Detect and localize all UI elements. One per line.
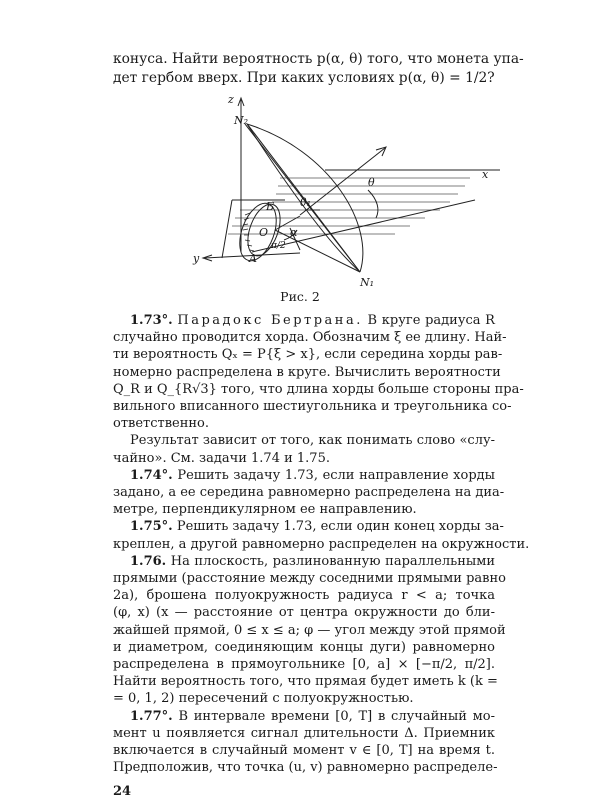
text-line: вильного вписанного шестиугольника и треугольника со- — [113, 399, 512, 414]
text-line: = 0, 1, 2) пересечений с полуокружностью. — [113, 691, 414, 707]
text-span: Решить задачу 1.73, если один конец хорды за- — [176, 519, 504, 535]
text-line: жайшей прямой, 0 ≤ x ≤ a; φ — угол между этой прямой — [113, 622, 506, 638]
label-a: A — [249, 252, 257, 265]
text-line: чайно». См. задачи 1.74 и 1.75. — [113, 450, 330, 466]
problem-1-74-line — [130, 467, 495, 484]
label-alpha: α — [290, 226, 298, 239]
label-o: O — [259, 226, 269, 239]
text-line: метре, перпендикулярном ее направлению. — [113, 502, 417, 518]
label-x: x — [482, 168, 489, 181]
text-line: включается в случайный момент v ∈ [0, T] на время t. — [113, 743, 495, 758]
page-number: 24 — [113, 784, 132, 799]
text-line: ти вероятность Qₓ = P{ξ > x}, если середина хорды рав- — [113, 347, 503, 363]
text-line: прямыми (расстояние между соседними прямыми равно — [113, 571, 506, 586]
text-line: Предположив, что точка (u, v) равномерно распределе- — [113, 760, 498, 776]
text-span: В круге радиуса R — [367, 313, 495, 328]
text-span: Решить задачу 1.73, если направление хорды — [177, 467, 495, 483]
text-line: распределена в прямоугольнике [0, a] × [−π/2, π/2]. — [113, 657, 495, 672]
figure-caption: Рис. 2 — [280, 289, 320, 304]
label-y: y — [193, 252, 200, 265]
text-line: (φ, x) (x — расстояние от центра окружности до бли- — [113, 605, 495, 621]
label-n2: N₂ — [234, 114, 249, 127]
text-line: ответственно. — [113, 416, 209, 432]
text-line: Результат зависит от того, как понимать слово «слу- — [130, 433, 495, 449]
text-line: номерно распределена в круге. Вычислить вероятности — [113, 364, 501, 380]
text-span: На плоскость, разлинованную параллельными — [170, 553, 495, 569]
problem-1-75-line — [130, 518, 504, 535]
label-n1: N₁ — [360, 276, 375, 289]
text-line: Q_R и Q_{R√3} того, что длина хорды больше стороны пра- — [113, 381, 524, 397]
text-line: и диаметром, соединяющим концы дуги) равномерно — [113, 639, 495, 655]
problem-1-77-line — [130, 708, 495, 725]
text-line: Найти вероятность того, что прямая будет иметь k (k = — [113, 674, 498, 690]
problem-number: 1.77°. — [130, 708, 173, 724]
label-z: z — [228, 93, 234, 106]
problem-number: 1.75°. — [130, 519, 173, 535]
text-line: задано, а ее середина равномерно распределена на диа- — [113, 485, 505, 500]
problem-number: 1.76. — [130, 553, 167, 569]
problem-1-76-line — [130, 553, 495, 570]
problem-number: 1.73°. — [130, 313, 173, 328]
text-line: дет гербом вверх. При каких условиях p(α, θ) = 1/2? — [113, 70, 495, 86]
label-theta1: θ₁ — [300, 196, 312, 209]
problem-number: 1.74°. — [130, 467, 173, 483]
text-line: случайно проводится хорда. Обозначим ξ ее длину. Най- — [113, 330, 507, 346]
problem-title: Парадокс Бертрана. — [177, 313, 363, 328]
problem-1-73-line — [130, 312, 495, 329]
label-theta: θ — [368, 176, 375, 189]
text-line: мент u появляется сигнал длительности Δ. Приемник — [113, 725, 495, 741]
text-span: В интервале времени [0, T] в случайный мо- — [178, 708, 495, 724]
text-line: креплен, а другой равномерно распределен на окружности. — [113, 536, 530, 552]
text-line: 2a), брошена полуокружность радиуса r < a; точка — [113, 588, 495, 604]
label-b: Б — [266, 200, 275, 213]
text-line: конуса. Найти вероятность p(α, θ) того, что монета упа- — [113, 51, 524, 67]
label-pi2: π/2 — [271, 241, 286, 251]
